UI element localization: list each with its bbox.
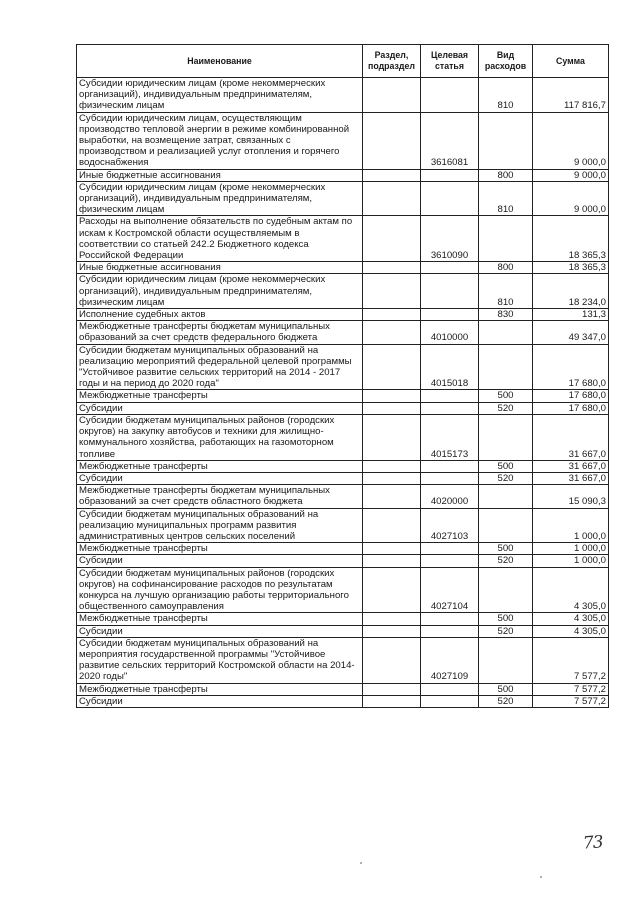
cell-kind [479,321,533,344]
cell-kind: 500 [479,390,533,402]
scan-speck [360,862,362,864]
page-number: 73 [582,832,604,854]
cell-kind [479,112,533,169]
cell-name: Межбюджетные трансферты [77,613,363,625]
cell-sum: 4 305,0 [533,567,609,613]
table-row [77,390,609,402]
cell-target [421,309,479,321]
cell-target: 4027104 [421,567,479,613]
cell-sum: 31 667,0 [533,460,609,472]
cell-name: Субсидии бюджетам муниципальных районов (городских округов) на закупку автобусов и техники для жилищно-коммунального хозяйства, работающих на газомоторном топливе [77,414,363,460]
cell-name: Субсидии [77,402,363,414]
cell-section [363,543,421,555]
cell-sum: 18 234,0 [533,274,609,309]
cell-target [421,390,479,402]
cell-kind: 800 [479,169,533,181]
header-kind: Вид расходов [479,45,533,78]
scan-speck [540,876,542,878]
cell-sum: 4 305,0 [533,613,609,625]
cell-section [363,112,421,169]
cell-name: Субсидии юридическим лицам (кроме некоммерческих организаций), индивидуальным предпринимателям, физическим лицам [77,78,363,113]
cell-kind: 500 [479,683,533,695]
cell-kind: 520 [479,472,533,484]
table-row [77,216,609,262]
table-header-row [77,45,609,78]
cell-kind [479,637,533,683]
cell-target [421,683,479,695]
cell-name: Межбюджетные трансферты [77,460,363,472]
table-row [77,555,609,567]
cell-target: 4015173 [421,414,479,460]
table-row [77,613,609,625]
cell-target [421,613,479,625]
cell-name: Субсидии [77,695,363,707]
cell-sum: 18 365,3 [533,262,609,274]
table-row [77,262,609,274]
cell-section [363,274,421,309]
cell-section [363,683,421,695]
cell-target [421,181,479,216]
cell-sum: 49 347,0 [533,321,609,344]
cell-target [421,555,479,567]
cell-kind: 520 [479,695,533,707]
cell-section [363,508,421,543]
cell-name: Субсидии бюджетам муниципальных районов (городских округов) на софинансирование расходов по результатам конкурса на лучшую организацию работы территориального общественного самоуправления [77,567,363,613]
cell-target [421,262,479,274]
cell-section [363,344,421,390]
table-row [77,485,609,508]
cell-target: 4027109 [421,637,479,683]
cell-section [363,262,421,274]
cell-sum: 117 816,7 [533,78,609,113]
cell-kind: 810 [479,78,533,113]
cell-sum: 7 577,2 [533,637,609,683]
cell-name: Субсидии бюджетам муниципальных образований на реализацию мероприятий федеральной целевой программы "Устойчивое развитие сельских территорий на 2014 - 2017 годы и на период до 2020 года" [77,344,363,390]
table-row [77,321,609,344]
table-row [77,309,609,321]
budget-table [76,44,609,708]
cell-name: Субсидии бюджетам муниципальных образований на реализацию муниципальных программ развития административных центров сельских поселений [77,508,363,543]
table-row [77,683,609,695]
cell-section [363,613,421,625]
cell-target [421,625,479,637]
cell-sum: 9 000,0 [533,112,609,169]
table-row [77,637,609,683]
cell-name: Субсидии [77,555,363,567]
cell-target: 3610090 [421,216,479,262]
cell-kind: 810 [479,274,533,309]
cell-target: 4010000 [421,321,479,344]
header-name: Наименование [77,45,363,78]
cell-kind: 810 [479,181,533,216]
cell-name: Межбюджетные трансферты бюджетам муниципальных образований за счет средств областного бюджета [77,485,363,508]
cell-section [363,390,421,402]
table-row [77,181,609,216]
table-row [77,112,609,169]
header-sum: Сумма [533,45,609,78]
cell-target [421,169,479,181]
cell-sum: 131,3 [533,309,609,321]
table-row [77,344,609,390]
table-row [77,169,609,181]
table-row [77,78,609,113]
cell-section [363,78,421,113]
table-row [77,508,609,543]
cell-sum: 1 000,0 [533,555,609,567]
cell-sum: 31 667,0 [533,472,609,484]
table-row [77,402,609,414]
cell-name: Межбюджетные трансферты [77,683,363,695]
cell-section [363,414,421,460]
cell-sum: 31 667,0 [533,414,609,460]
cell-name: Исполнение судебных актов [77,309,363,321]
header-section: Раздел, подраздел [363,45,421,78]
cell-kind [479,485,533,508]
cell-section [363,625,421,637]
cell-section [363,485,421,508]
cell-sum: 9 000,0 [533,181,609,216]
cell-target: 4015018 [421,344,479,390]
cell-sum: 1 000,0 [533,508,609,543]
cell-kind: 520 [479,402,533,414]
cell-target [421,543,479,555]
cell-sum: 17 680,0 [533,402,609,414]
cell-name: Субсидии бюджетам муниципальных образований на мероприятия государственной программы "Устойчивое развитие сельских территорий Костромской области на 2014-2020 годы" [77,637,363,683]
cell-kind [479,344,533,390]
cell-kind: 500 [479,460,533,472]
table-row [77,472,609,484]
table-row [77,460,609,472]
cell-section [363,181,421,216]
cell-sum: 17 680,0 [533,390,609,402]
cell-section [363,460,421,472]
cell-target [421,78,479,113]
cell-section [363,567,421,613]
cell-sum: 4 305,0 [533,625,609,637]
cell-kind: 500 [479,543,533,555]
cell-section [363,637,421,683]
cell-name: Межбюджетные трансферты бюджетам муниципальных образований за счет средств федерального бюджета [77,321,363,344]
table-row [77,625,609,637]
cell-kind: 520 [479,625,533,637]
cell-name: Субсидии юридическим лицам (кроме некоммерческих организаций), индивидуальным предпринимателям, физическим лицам [77,181,363,216]
table-row [77,543,609,555]
cell-name: Межбюджетные трансферты [77,390,363,402]
cell-name: Субсидии [77,625,363,637]
cell-section [363,555,421,567]
cell-section [363,309,421,321]
cell-target: 4020000 [421,485,479,508]
cell-sum: 18 365,3 [533,216,609,262]
cell-name: Расходы на выполнение обязательств по судебным актам по искам к Костромской области осуществляемым в соответствии со статьей 242.2 Бюджетного кодекса Российской Федерации [77,216,363,262]
header-target: Целевая статья [421,45,479,78]
cell-target: 4027103 [421,508,479,543]
cell-name: Субсидии юридическим лицам, осуществляющим производство тепловой энергии в режиме комбинированной выработки, на возмещение затрат, связанных с производством и реализацией услуг отопления и горячего водоснабжения [77,112,363,169]
cell-kind: 500 [479,613,533,625]
cell-sum: 7 577,2 [533,683,609,695]
cell-kind [479,216,533,262]
cell-name: Субсидии [77,472,363,484]
cell-section [363,216,421,262]
cell-kind: 800 [479,262,533,274]
table-row [77,695,609,707]
cell-target [421,274,479,309]
cell-name: Иные бюджетные ассигнования [77,262,363,274]
table-row [77,567,609,613]
cell-sum: 15 090,3 [533,485,609,508]
cell-target [421,472,479,484]
table-row [77,414,609,460]
cell-sum: 7 577,2 [533,695,609,707]
cell-kind: 520 [479,555,533,567]
cell-section [363,321,421,344]
cell-sum: 1 000,0 [533,543,609,555]
cell-target [421,695,479,707]
cell-kind [479,567,533,613]
cell-name: Межбюджетные трансферты [77,543,363,555]
cell-kind [479,414,533,460]
table-row [77,274,609,309]
cell-target: 3616081 [421,112,479,169]
cell-section [363,472,421,484]
cell-kind: 830 [479,309,533,321]
cell-target [421,402,479,414]
cell-name: Субсидии юридическим лицам (кроме некоммерческих организаций), индивидуальным предпринимателям, физическим лицам [77,274,363,309]
cell-section [363,695,421,707]
cell-sum: 17 680,0 [533,344,609,390]
cell-section [363,169,421,181]
cell-section [363,402,421,414]
cell-kind [479,508,533,543]
cell-name: Иные бюджетные ассигнования [77,169,363,181]
cell-sum: 9 000,0 [533,169,609,181]
cell-target [421,460,479,472]
